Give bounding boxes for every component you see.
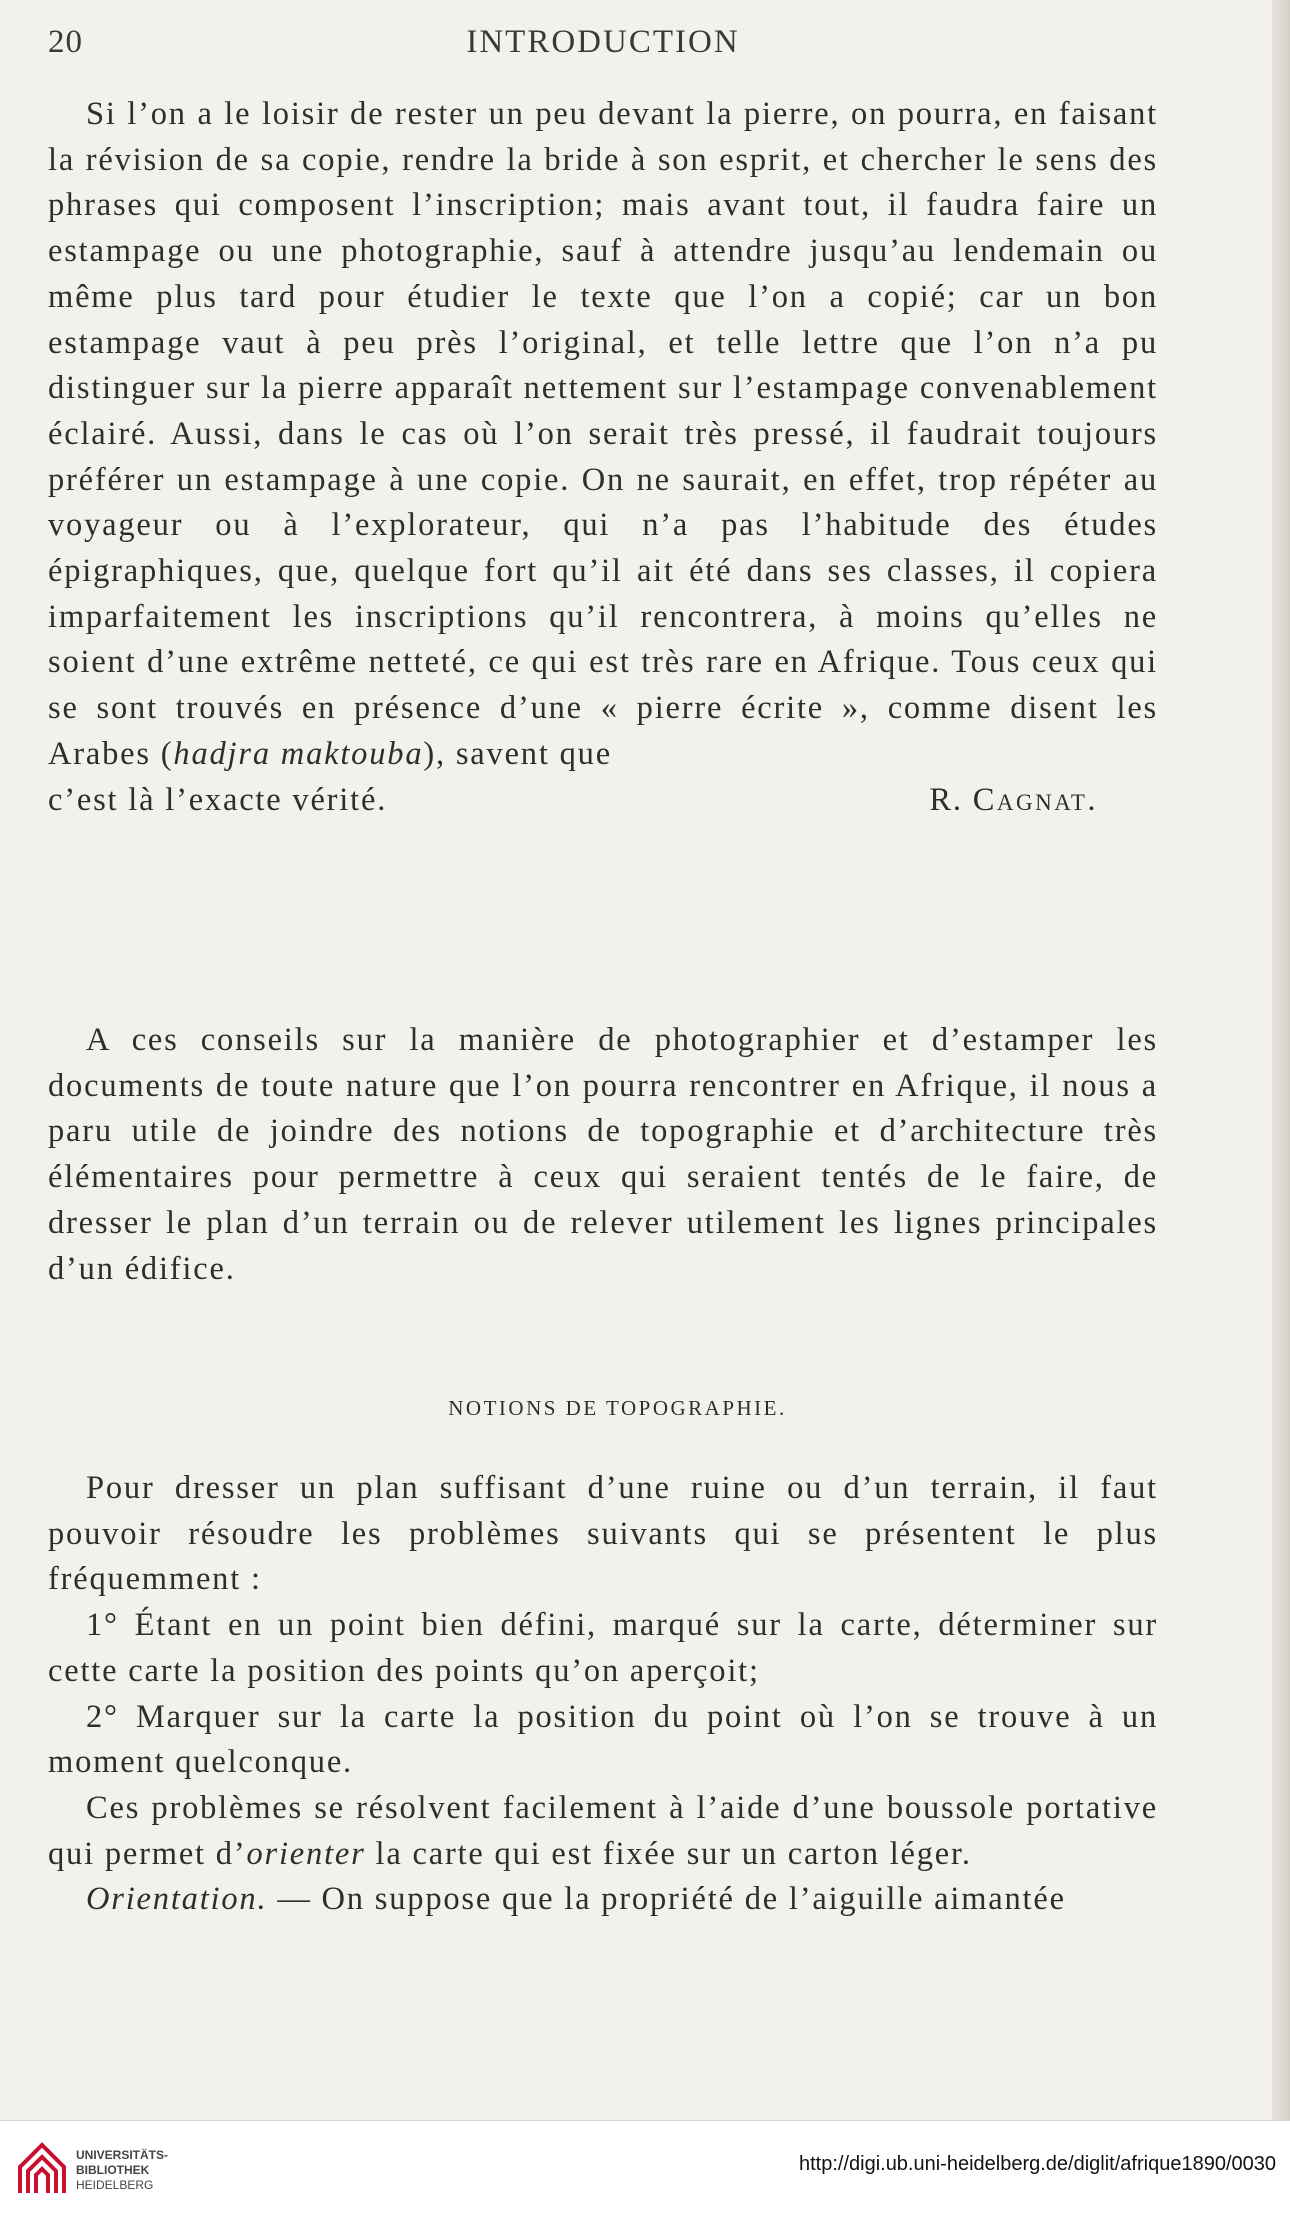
footer-bar <box>0 2120 1290 2214</box>
university-library-logo-icon <box>12 2137 72 2199</box>
section-body <box>48 1466 1158 1923</box>
emphasized-term: orienter <box>246 1835 366 1872</box>
paragraph-orientation: Orientation. — On suppose que la propriété de l’aiguille aimantée <box>86 1881 1066 1918</box>
paragraph-estampage <box>48 92 1158 823</box>
page-edge <box>1272 0 1290 2120</box>
running-head <box>48 24 1158 64</box>
paragraph-problems: Pour dresser un plan suffisant d’une ruine ou d’un terrain, il faut pouvoir résoudre les problèmes suivants qui se présentent le plus fréquemment : <box>48 1470 1158 1598</box>
paragraph-intro-topographie <box>48 1018 1158 1292</box>
list-item-1: 1° Étant en un point bien défini, marqué sur la carte, déterminer sur cette carte la position des points qu’on aperçoit; <box>48 1607 1158 1689</box>
signature-line <box>48 778 1158 824</box>
arabic-term: hadjra maktouba <box>173 735 424 772</box>
author-signature: R. Cagnat. <box>929 781 1098 818</box>
closing-sentence: c’est là l’exacte vérité. <box>48 781 388 818</box>
source-url-link[interactable]: http://digi.ub.uni-heidelberg.de/diglit/afrique1890/0030 <box>798 2153 1276 2175</box>
page-number: 20 <box>48 24 83 60</box>
list-item-2: 2° Marquer sur la carte la position du point où l’on se trouve à un moment quelconque. <box>48 1698 1158 1781</box>
paragraph-body: A ces conseils sur la manière de photographier et d’estamper les documents de toute nature que l’on pourra rencontrer en Afrique, il nous a paru utile de joindre des notions de topographie et d’architecture très élémentaires pour permettre à ceux qui seraient tentés de le faire, de dresser le plan d’un terrain ou de relever utilement les lignes principales d’un édifice. <box>48 1022 1158 1287</box>
paragraph-boussole: Ces problèmes se résolvent facilement à l’aide d’une boussole portative qui permet d’orienter la carte qui est fixée sur un carton léger. <box>48 1789 1158 1872</box>
paragraph-body: Si l’on a le loisir de rester un peu devant la pierre, on pourra, en faisant la révision de sa copie, rendre la bride à son esprit, et chercher le sens des phrases qui composent l’inscription; mais avant tout, il faudra faire un estampage ou une photographie, sauf à attendre jusqu’au lendemain ou même plus tard pour étudier le texte que l’on a copié; car un bon estampage vaut à peu près l’original, et telle lettre que l’on n’a pu distinguer sur la pierre apparaît nettement sur l’estampage convenablement éclairé. Aussi, dans le cas où l’on serait très pressé, il faudrait toujours préférer un estampage à une copie. On ne saurait, en effet, trop répéter au voyageur ou à l’explorateur, qui n’a pas l’habitude des études épigraphiques, que, quelque fort qu’il ait été dans ses classes, il copiera imparfaitement les inscriptions qu’il rencontrera, à moins qu’elles ne soient d’une extrême netteté, ce qui est très rare en Afrique. Tous ceux qui se sont trouvés en présence d’une « pierre écrite », comme disent les Arabes (hadjra maktouba), savent que <box>48 96 1158 772</box>
library-name: UNIVERSITÄTS- BIBLIOTHEK HEIDELBERG <box>76 2148 169 2192</box>
section-heading: NOTIONS DE TOPOGRAPHIE. <box>448 1396 787 1420</box>
running-title: INTRODUCTION <box>466 24 740 60</box>
run-in-heading: Orientation. <box>86 1881 268 1918</box>
